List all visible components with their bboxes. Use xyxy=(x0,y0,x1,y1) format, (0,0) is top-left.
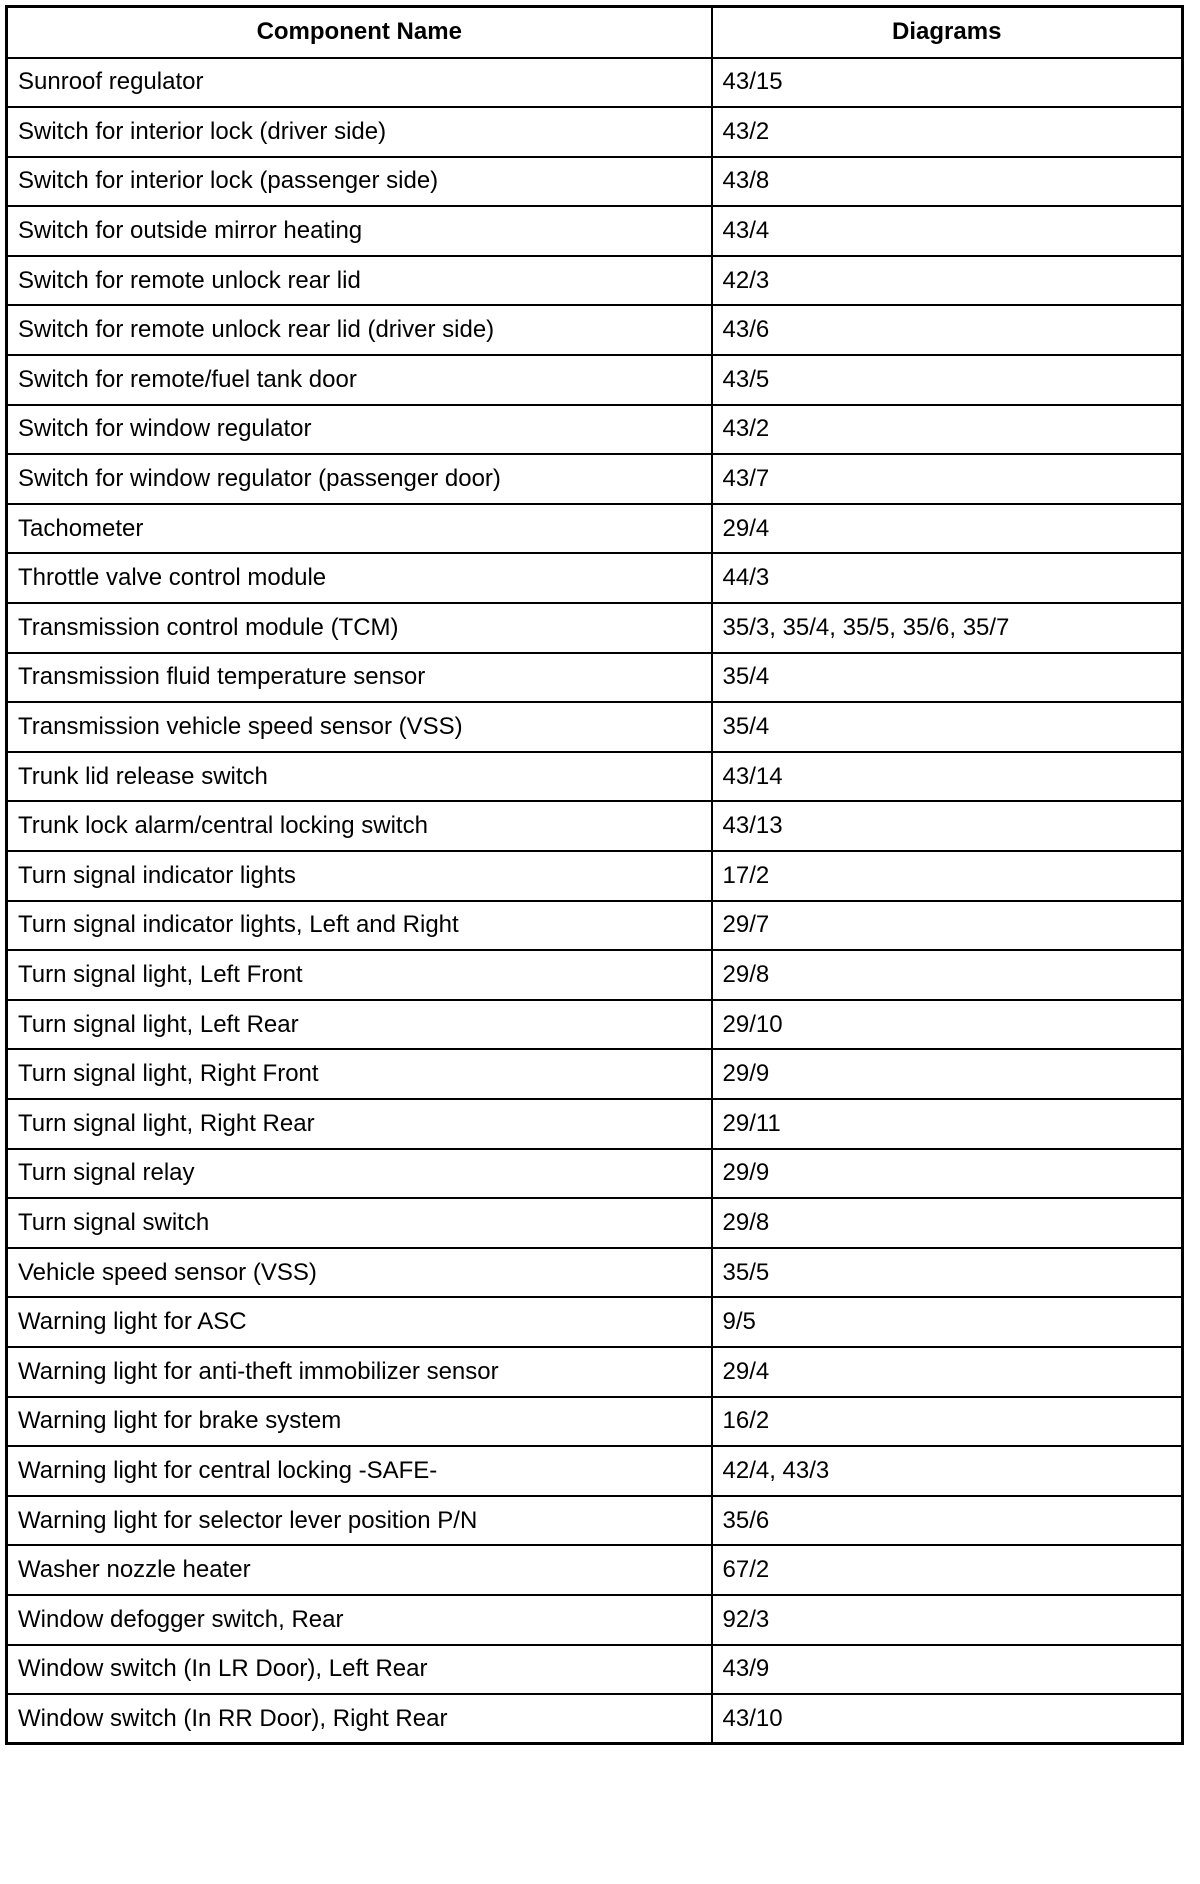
component-name-cell: Window defogger switch, Rear xyxy=(7,1595,712,1645)
diagrams-cell: 43/6 xyxy=(712,305,1183,355)
table-row xyxy=(7,206,1183,256)
table-row xyxy=(7,405,1183,455)
column-header-component-name: Component Name xyxy=(7,7,712,58)
component-name-cell: Switch for remote/fuel tank door xyxy=(7,355,712,405)
component-name-cell: Switch for window regulator (passenger door) xyxy=(7,454,712,504)
table-row xyxy=(7,1000,1183,1050)
diagrams-cell: 29/11 xyxy=(712,1099,1183,1149)
table-row xyxy=(7,1198,1183,1248)
diagrams-cell: 43/2 xyxy=(712,405,1183,455)
component-name-cell: Warning light for ASC xyxy=(7,1297,712,1347)
diagrams-cell: 35/4 xyxy=(712,702,1183,752)
component-name-cell: Turn signal light, Right Rear xyxy=(7,1099,712,1149)
diagrams-cell: 16/2 xyxy=(712,1397,1183,1447)
component-name-cell: Washer nozzle heater xyxy=(7,1545,712,1595)
table-row xyxy=(7,504,1183,554)
component-name-cell: Turn signal light, Right Front xyxy=(7,1049,712,1099)
table-row xyxy=(7,107,1183,157)
diagrams-cell: 29/4 xyxy=(712,504,1183,554)
diagrams-cell: 43/13 xyxy=(712,801,1183,851)
diagrams-cell: 35/6 xyxy=(712,1496,1183,1546)
component-name-cell: Warning light for brake system xyxy=(7,1397,712,1447)
diagrams-cell: 29/8 xyxy=(712,950,1183,1000)
diagrams-cell: 43/5 xyxy=(712,355,1183,405)
component-name-cell: Warning light for central locking -SAFE- xyxy=(7,1446,712,1496)
table-row xyxy=(7,1694,1183,1744)
diagrams-cell: 43/7 xyxy=(712,454,1183,504)
table-row xyxy=(7,1397,1183,1447)
table-header xyxy=(7,7,1183,58)
table-row xyxy=(7,653,1183,703)
table-row xyxy=(7,1149,1183,1199)
table-row xyxy=(7,1347,1183,1397)
diagrams-cell: 29/8 xyxy=(712,1198,1183,1248)
component-name-cell: Turn signal indicator lights, Left and Right xyxy=(7,901,712,951)
table-row xyxy=(7,702,1183,752)
diagrams-cell: 43/4 xyxy=(712,206,1183,256)
component-name-cell: Sunroof regulator xyxy=(7,58,712,108)
component-name-cell: Switch for window regulator xyxy=(7,405,712,455)
component-name-cell: Switch for outside mirror heating xyxy=(7,206,712,256)
table-row xyxy=(7,355,1183,405)
component-name-cell: Warning light for anti-theft immobilizer sensor xyxy=(7,1347,712,1397)
diagrams-cell: 43/9 xyxy=(712,1645,1183,1695)
diagrams-cell: 43/8 xyxy=(712,157,1183,207)
table-row xyxy=(7,603,1183,653)
column-header-diagrams: Diagrams xyxy=(712,7,1183,58)
table-row xyxy=(7,58,1183,108)
table-row xyxy=(7,901,1183,951)
component-name-cell: Transmission fluid temperature sensor xyxy=(7,653,712,703)
diagrams-cell: 42/3 xyxy=(712,256,1183,306)
table-row xyxy=(7,256,1183,306)
table-row xyxy=(7,553,1183,603)
component-name-cell: Transmission vehicle speed sensor (VSS) xyxy=(7,702,712,752)
diagrams-cell: 43/10 xyxy=(712,1694,1183,1744)
table-row xyxy=(7,1099,1183,1149)
component-name-cell: Trunk lock alarm/central locking switch xyxy=(7,801,712,851)
table-row xyxy=(7,851,1183,901)
component-name-cell: Vehicle speed sensor (VSS) xyxy=(7,1248,712,1298)
component-name-cell: Turn signal light, Left Rear xyxy=(7,1000,712,1050)
diagrams-cell: 43/2 xyxy=(712,107,1183,157)
component-name-cell: Switch for interior lock (driver side) xyxy=(7,107,712,157)
table-row xyxy=(7,305,1183,355)
header-row xyxy=(7,7,1183,58)
diagrams-cell: 17/2 xyxy=(712,851,1183,901)
component-name-cell: Warning light for selector lever position P/N xyxy=(7,1496,712,1546)
table-row xyxy=(7,1545,1183,1595)
diagrams-cell: 43/15 xyxy=(712,58,1183,108)
table-row xyxy=(7,752,1183,802)
table-row xyxy=(7,1496,1183,1546)
table-row xyxy=(7,1049,1183,1099)
diagrams-cell: 92/3 xyxy=(712,1595,1183,1645)
diagrams-cell: 29/9 xyxy=(712,1149,1183,1199)
table-row xyxy=(7,1595,1183,1645)
component-name-cell: Switch for interior lock (passenger side) xyxy=(7,157,712,207)
table-row xyxy=(7,454,1183,504)
diagrams-cell: 67/2 xyxy=(712,1545,1183,1595)
component-name-cell: Turn signal relay xyxy=(7,1149,712,1199)
diagrams-cell: 29/7 xyxy=(712,901,1183,951)
diagrams-cell: 43/14 xyxy=(712,752,1183,802)
diagrams-cell: 35/3, 35/4, 35/5, 35/6, 35/7 xyxy=(712,603,1183,653)
component-name-cell: Switch for remote unlock rear lid xyxy=(7,256,712,306)
component-diagram-table xyxy=(5,5,1184,1745)
diagrams-cell: 42/4, 43/3 xyxy=(712,1446,1183,1496)
diagrams-cell: 29/9 xyxy=(712,1049,1183,1099)
component-name-cell: Switch for remote unlock rear lid (driver side) xyxy=(7,305,712,355)
table-row xyxy=(7,1446,1183,1496)
table-row xyxy=(7,1248,1183,1298)
component-name-cell: Window switch (In RR Door), Right Rear xyxy=(7,1694,712,1744)
diagrams-cell: 29/10 xyxy=(712,1000,1183,1050)
diagrams-cell: 29/4 xyxy=(712,1347,1183,1397)
table-row xyxy=(7,157,1183,207)
table-row xyxy=(7,950,1183,1000)
table-row xyxy=(7,801,1183,851)
table-row xyxy=(7,1297,1183,1347)
component-name-cell: Trunk lid release switch xyxy=(7,752,712,802)
diagrams-cell: 9/5 xyxy=(712,1297,1183,1347)
diagrams-cell: 35/5 xyxy=(712,1248,1183,1298)
component-name-cell: Throttle valve control module xyxy=(7,553,712,603)
diagrams-cell: 35/4 xyxy=(712,653,1183,703)
component-name-cell: Tachometer xyxy=(7,504,712,554)
component-name-cell: Turn signal light, Left Front xyxy=(7,950,712,1000)
diagrams-cell: 44/3 xyxy=(712,553,1183,603)
component-name-cell: Turn signal indicator lights xyxy=(7,851,712,901)
table-body xyxy=(7,58,1183,1744)
component-name-cell: Transmission control module (TCM) xyxy=(7,603,712,653)
table-row xyxy=(7,1645,1183,1695)
component-name-cell: Window switch (In LR Door), Left Rear xyxy=(7,1645,712,1695)
component-name-cell: Turn signal switch xyxy=(7,1198,712,1248)
